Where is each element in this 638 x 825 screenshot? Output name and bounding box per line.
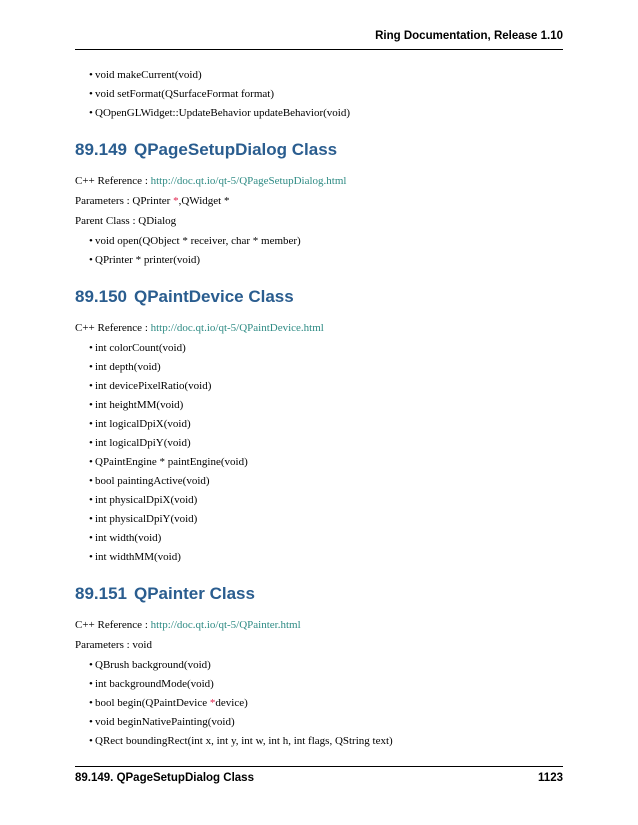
method-list <box>75 658 565 748</box>
page-footer <box>75 766 563 784</box>
page-content <box>75 68 565 753</box>
cpp-reference: C++ Reference : http://doc.qt.io/qt-5/QPainter.html <box>75 619 301 631</box>
method-list <box>75 234 565 267</box>
list-item: • int heightMM(void) <box>89 399 184 411</box>
list-item: • int physicalDpiY(void) <box>89 513 198 525</box>
list-item: • void beginNativePainting(void) <box>89 716 235 728</box>
reference-link[interactable]: http://doc.qt.io/qt-5/QPainter.html <box>150 619 301 631</box>
list-item: • QOpenGLWidget::UpdateBehavior updateBehavior(void) <box>89 107 351 119</box>
reference-link[interactable]: http://doc.qt.io/qt-5/QPaintDevice.html <box>150 322 324 334</box>
parameters-line: Parameters : QPrinter *,QWidget * <box>75 195 230 207</box>
footer-section: 89.149. QPageSetupDialog Class <box>75 772 254 784</box>
section-number: 89.151 <box>75 584 127 603</box>
section-number: 89.149 <box>75 140 127 159</box>
section-heading-qpagesetupdialog <box>75 140 565 160</box>
list-item: • bool paintingActive(void) <box>89 475 210 487</box>
list-item: • int logicalDpiX(void) <box>89 418 191 430</box>
parent-class-line: Parent Class : QDialog <box>75 215 177 227</box>
list-item: • int width(void) <box>89 532 162 544</box>
list-item: • QBrush background(void) <box>89 659 211 671</box>
cpp-reference: C++ Reference : http://doc.qt.io/qt-5/QPageSetupDialog.html <box>75 175 347 187</box>
list-item: • bool begin(QPaintDevice *device) <box>89 697 248 709</box>
section-heading-qpaintdevice <box>75 287 565 307</box>
list-item: • int backgroundMode(void) <box>89 678 214 690</box>
list-item: • void setFormat(QSurfaceFormat format) <box>89 88 275 100</box>
list-item: • int depth(void) <box>89 361 161 373</box>
list-item: • QPaintEngine * paintEngine(void) <box>89 456 248 468</box>
list-item: • QRect boundingRect(int x, int y, int w, int h, int flags, QString text) <box>89 735 393 747</box>
reference-link[interactable]: http://doc.qt.io/qt-5/QPageSetupDialog.html <box>150 175 347 187</box>
list-item: • void open(QObject * receiver, char * member) <box>89 235 301 247</box>
list-item: • int widthMM(void) <box>89 551 181 563</box>
intro-method-list <box>75 68 565 120</box>
list-item: • int colorCount(void) <box>89 342 186 354</box>
section-title: QPainter Class <box>134 584 255 603</box>
cpp-reference: C++ Reference : http://doc.qt.io/qt-5/QPaintDevice.html <box>75 322 324 334</box>
list-item: • void makeCurrent(void) <box>89 69 202 81</box>
page-header <box>75 30 563 50</box>
section-number: 89.150 <box>75 287 127 306</box>
section-heading-qpainter <box>75 584 565 604</box>
list-item: • QPrinter * printer(void) <box>89 254 201 266</box>
section-title: QPageSetupDialog Class <box>134 140 338 159</box>
parameters-line: Parameters : void <box>75 639 152 651</box>
list-item: • int logicalDpiY(void) <box>89 437 191 449</box>
list-item: • int devicePixelRatio(void) <box>89 380 212 392</box>
list-item: • int physicalDpiX(void) <box>89 494 198 506</box>
method-list <box>75 341 565 564</box>
page-number: 1123 <box>538 772 563 784</box>
section-title: QPaintDevice Class <box>134 287 294 306</box>
header-title: Ring Documentation, Release 1.10 <box>375 30 563 42</box>
